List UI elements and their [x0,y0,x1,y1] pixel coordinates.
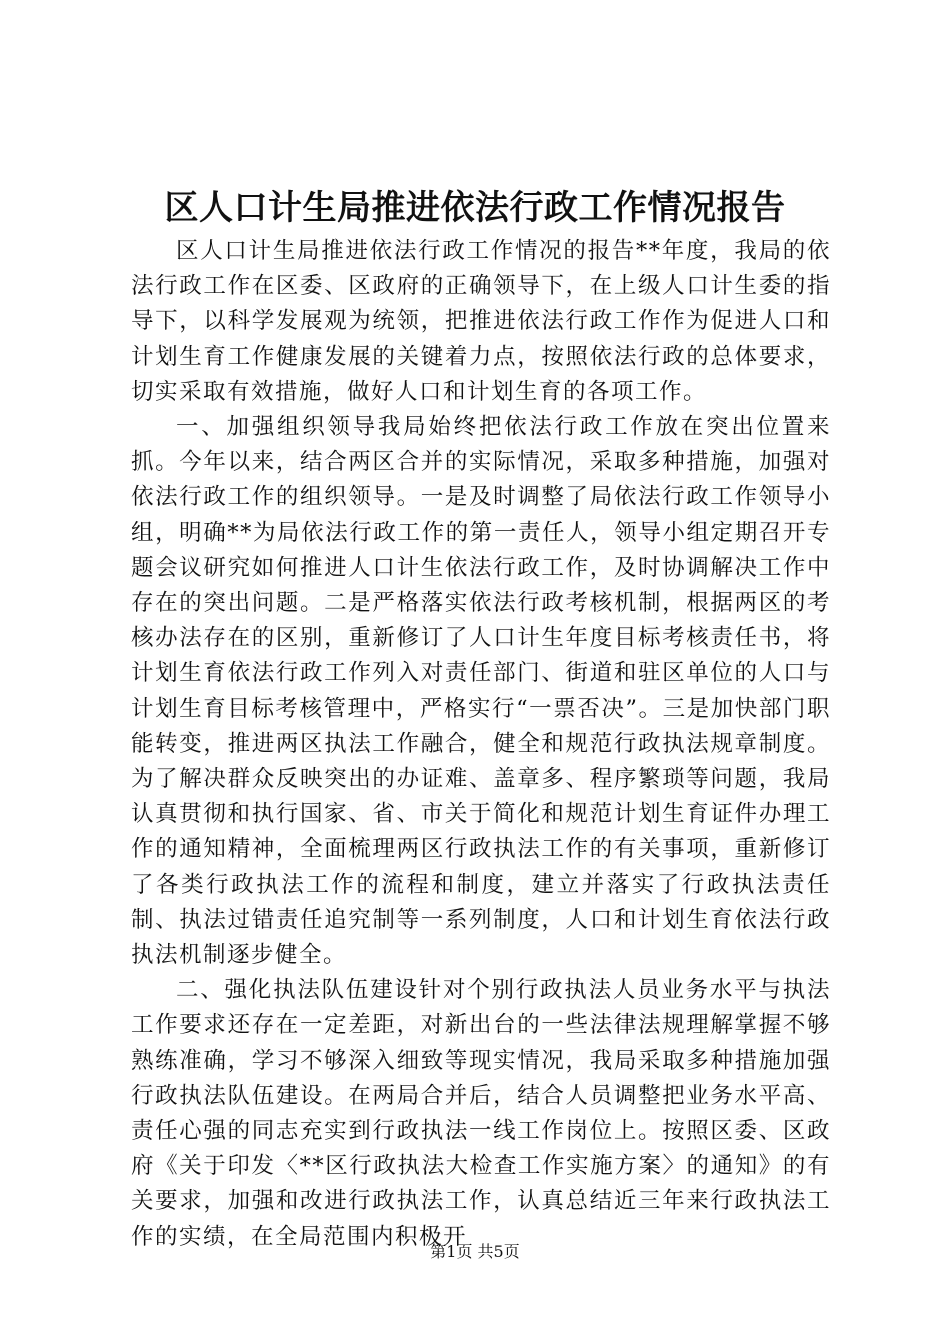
page-footer: 第1页 共5页 [430,1242,520,1261]
paragraph-section-1: 一、加强组织领导我局始终把依法行政工作放在突出位置来抓。今年以来，结合两区合并的实际情况，采取多种措施，加强对依法行政工作的组织领导。一是及时调整了局依法行政工作领导小组，明确**为局依法行政工作的第一责任人，领导小组定期召开专题会议研究如何推进人口计生依法行政工作，及时协调解决工作中存在的突出问题。二是严格落实依法行政考核机制，根据两区的考核办法存在的区别，重新修订了人口计生年度目标考核责任书，将计划生育依法行政工作列入对责任部门、街道和驻区单位的人口与计划生育目标考核管理中，严格实行“一票否决”。三是加快部门职能转变，推进两区执法工作融合，健全和规范行政执法规章制度。为了解决群众反映突出的办证难、盖章多、程序繁琐等问题，我局认真贯彻和执行国家、省、市关于简化和规范计划生育证件办理工作的通知精神，全面梳理两区行政执法工作的有关事项，重新修订了各类行政执法工作的流程和制度，建立并落实了行政执法责任制、执法过错责任追究制等一系列制度，人口和计划生育依法行政执法机制逐步健全。 [131,414,831,969]
paragraph-section-2: 二、强化执法队伍建设针对个别行政执法人员业务水平与执法工作要求还存在一定差距，对新出台的一些法律法规理解掌握不够熟练准确，学习不够深入细致等现实情况，我局采取多种措施加强行政执法队伍建设。在两局合并后，结合人员调整把业务水平高、责任心强的同志充实到行政执法一线工作岗位上。按照区委、区政府《关于印发〈**区行政执法大检查工作实施方案〉的通知》的有关要求，加强和改进行政执法工作，认真总结近三年来行政执法工作的实绩，在全局范围内积极开 [131,977,831,1250]
paragraph-intro: 区人口计生局推进依法行政工作情况的报告**年度，我局的依法行政工作在区委、区政府的正确领导下，在上级人口计生委的指导下，以科学发展观为统领，把推进依法行政工作作为促进人口和计划生育工作健康发展的关键着力点，按照依法行政的总体要求，切实采取有效措施，做好人口和计划生育的各项工作。 [131,238,831,405]
document-title: 区人口计生局推进依法行政工作情况报告 [164,188,786,228]
document-body [131,234,831,1255]
